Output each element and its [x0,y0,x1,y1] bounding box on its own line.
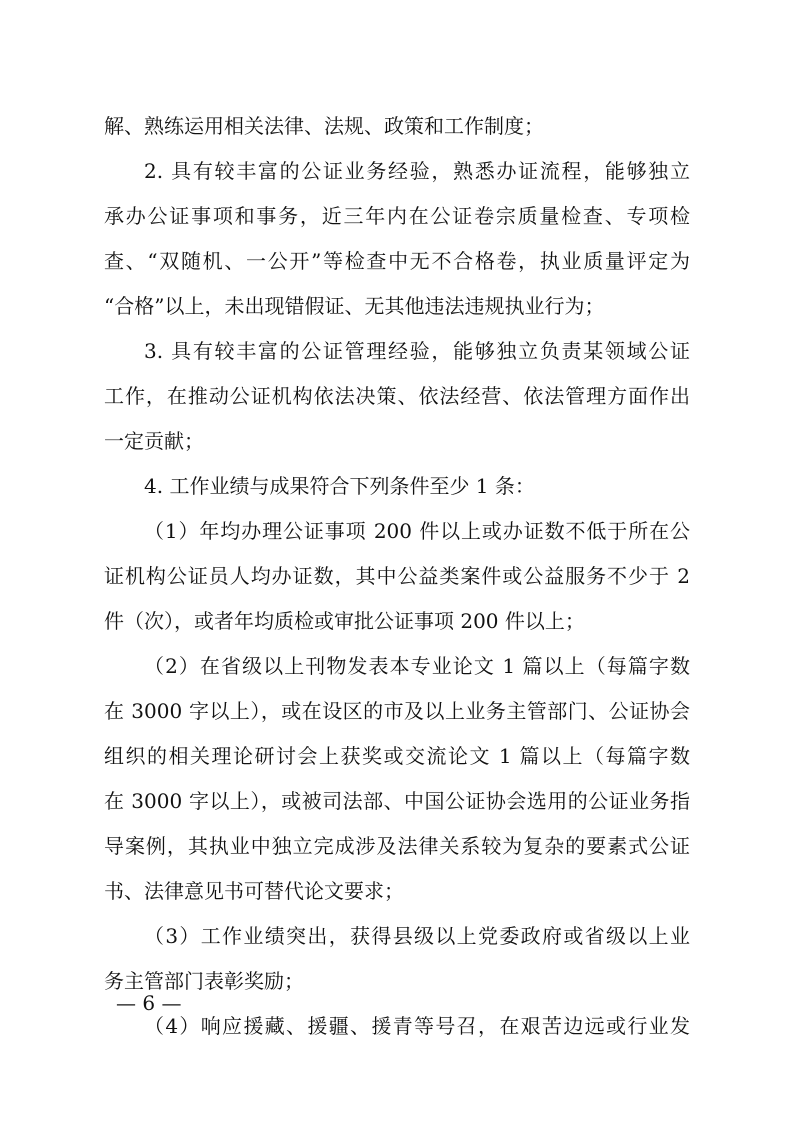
text-line-21: （4）响应援藏、援疆、援青等号召，在艰苦边远或行业发 [144,1014,690,1038]
text-line-5: “合格”以上，未出现错假证、无其他违法违规执业行为； [104,294,605,318]
text-line-2: 2. 具有较丰富的公证业务经验，熟悉办证流程，能够独立 [144,159,690,183]
text-line-16: 在 3000 字以上），或被司法部、中国公证协会选用的公证业务指 [104,789,690,813]
text-line-8: 一定贡献； [104,429,204,453]
text-line-19: （3）工作业绩突出，获得县级以上党委政府或省级以上业 [144,924,690,948]
text-line-9: 4. 工作业绩与成果符合下列条件至少 1 条： [144,474,535,498]
text-line-1: 解、熟练运用相关法律、法规、政策和工作制度； [104,114,544,138]
text-line-13: （2）在省级以上刊物发表本专业论文 1 篇以上（每篇字数 [144,654,690,678]
text-line-15: 组织的相关理论研讨会上获奖或交流论文 1 篇以上（每篇字数 [104,744,690,768]
text-line-17: 导案例，其执业中独立完成涉及法律关系较为复杂的要素式公证 [104,834,690,858]
text-line-4: 查、“双随机、一公开”等检查中无不合格卷，执业质量评定为 [104,249,690,273]
text-line-3: 承办公证事项和事务，近三年内在公证卷宗质量检查、专项检 [104,204,690,228]
text-line-11: 证机构公证员人均办证数，其中公益类案件或公益服务不少于 2 [104,564,690,588]
text-line-6: 3. 具有较丰富的公证管理经验，能够独立负责某领域公证 [144,339,690,363]
text-line-20: 务主管部门表彰奖励； [104,969,304,993]
text-line-14: 在 3000 字以上），或在设区的市及以上业务主管部门、公证协会 [104,699,690,723]
text-line-10: （1）年均办理公证事项 200 件以上或办证数不低于所在公 [144,519,690,543]
page-number: — 6 — [116,991,182,1015]
text-line-7: 工作，在推动公证机构依法决策、依法经营、依法管理方面作出 [104,384,690,408]
text-line-18: 书、法律意见书可替代论文要求； [104,879,404,903]
text-line-12: 件（次），或者年均质检或审批公证事项 200 件以上； [104,609,585,633]
